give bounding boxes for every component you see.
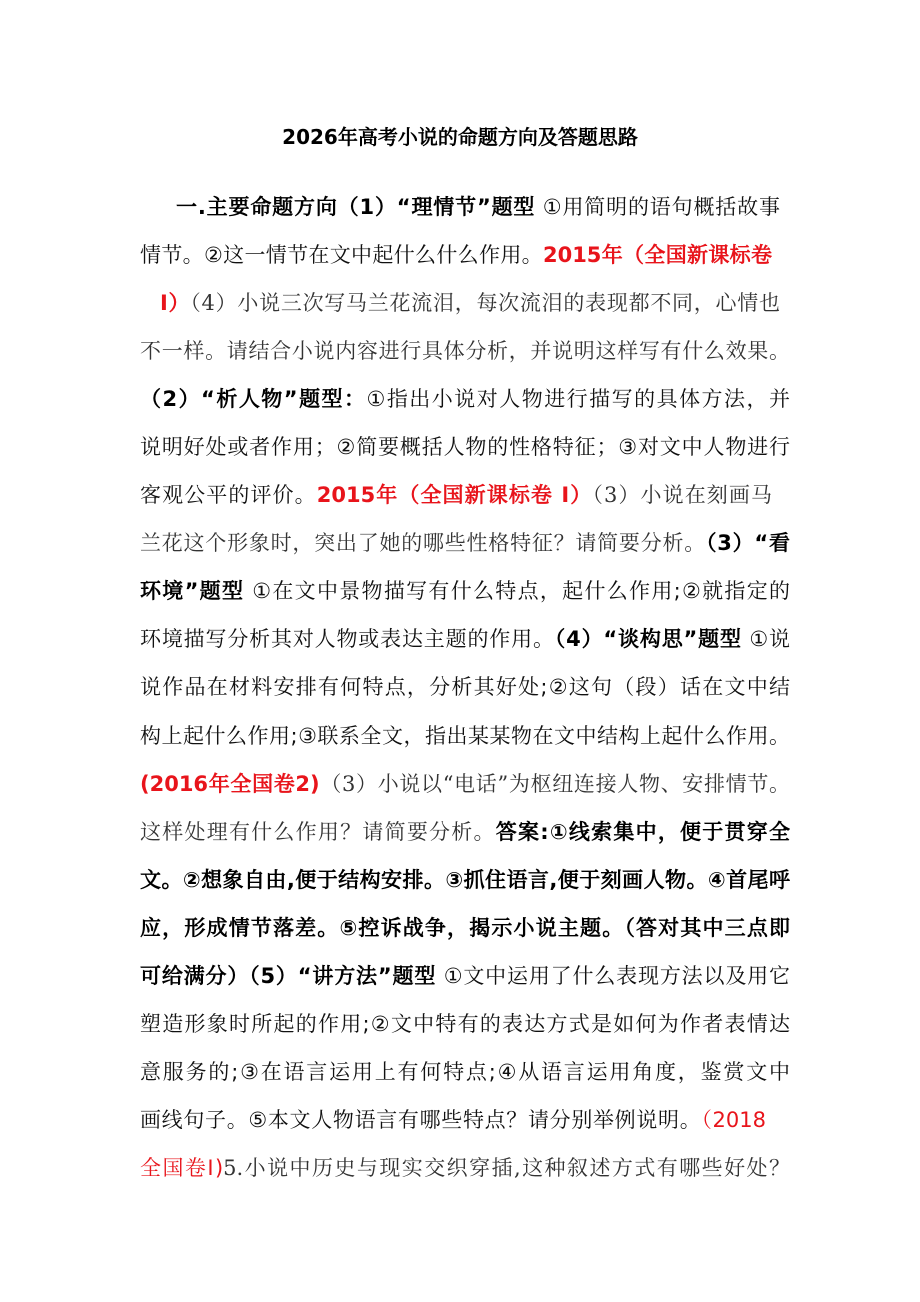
text-line (140, 1048, 790, 1096)
text-line (140, 615, 790, 663)
document-body (140, 183, 790, 1192)
text-line (140, 712, 790, 760)
text-line (140, 808, 790, 856)
question-type-heading: （4）“谈构思”题型 (554, 627, 742, 652)
body-text: ①文中运用了什么表现方法以及用它 (436, 963, 790, 988)
answer-text: 答案:①线索集中，便于贯穿全 (495, 819, 790, 844)
text-line (140, 567, 790, 615)
body-text: ①在文中景物描写有什么特点，起什么作用;②就指定的 (244, 579, 790, 604)
question-type-heading: 可给满分）（5）“讲方法”题型 (140, 963, 437, 988)
text-line (140, 1144, 790, 1192)
question-type-heading: （2）“析人物”题型： (140, 387, 367, 412)
body-text: 环境描写分析其对人物或表达主题的作用。 (140, 627, 555, 652)
body-text: 说作品在材料安排有何特点，分析其好处;②这句（段）话在文中结 (140, 675, 790, 700)
exam-question-text: 这样处理有什么作用？请简要分析。 (140, 819, 496, 844)
text-line (140, 1000, 790, 1048)
question-type-heading: 一.主要命题方向（1）“理情节”题型 (176, 195, 536, 219)
text-line (140, 856, 790, 904)
exam-source-label: 2015年（全国新课标卷 (542, 243, 772, 268)
exam-source-label: (2016年全国卷2) (140, 771, 320, 796)
answer-text: 文。②想象自由,便于结构安排。③抓住语言,便于刻画人物。④首尾呼 (140, 867, 790, 892)
body-text: 塑造形象时所起的作用;②文中特有的表达方式是如何为作者表情达 (140, 1011, 790, 1036)
text-line (140, 663, 790, 711)
body-text: 意服务的;③在语言运用上有何特点;④从语言运用角度，鉴赏文中 (140, 1059, 790, 1084)
exam-source-label: 2015年（全国新课标卷 Ⅰ） (316, 483, 593, 508)
exam-question-text: 5.小说中历史与现实交织穿插,这种叙述方式有哪些好处？ (223, 1155, 790, 1180)
text-line (140, 183, 790, 231)
body-text: 构上起什么作用;③联系全文，指出某某物在文中结构上起什么作用。 (140, 723, 790, 748)
exam-source-label: （2018 (701, 1107, 766, 1132)
text-line (140, 327, 790, 375)
exam-question-text: （3）小说在刻画马 (592, 483, 772, 508)
exam-source-label: 全国卷Ⅰ) (140, 1155, 224, 1180)
exam-question-text: 不一样。请结合小说内容进行具体分析，并说明这样写有什么效果。 (140, 339, 790, 364)
text-line (140, 231, 790, 279)
text-line (140, 760, 790, 808)
question-type-heading: 环境”题型 (140, 579, 245, 604)
text-line (140, 1096, 790, 1144)
text-line (140, 519, 790, 567)
exam-question-text: （4）小说三次写马兰花流泪，每次流泪的表现都不同，心情也 (190, 291, 780, 316)
body-text: ①用简明的语句概括故事 (535, 195, 780, 219)
exam-question-text: 兰花这个形象时，突出了她的哪些性格特征？请简要分析。 (140, 531, 706, 556)
body-text: 客观公平的评价。 (140, 483, 317, 508)
text-line (140, 375, 790, 423)
text-line (140, 279, 790, 327)
question-type-heading: （3）“看 (706, 531, 790, 556)
exam-source-label: Ⅰ） (160, 291, 191, 316)
answer-text: 应，形成情节落差。⑤控诉战争，揭示小说主题。（答对其中三点即 (140, 915, 790, 940)
body-text: ①说 (741, 627, 790, 652)
body-text: 说明好处或者作用；②简要概括人物的性格特征；③对文中人物进行 (140, 435, 790, 460)
body-text: 情节。②这一情节在文中起什么什么作用。 (140, 243, 543, 268)
text-line (140, 952, 790, 1000)
exam-question-text: （3）小说以“电话”为枢纽连接人物、安排情节。 (319, 771, 790, 796)
body-text: 画线句子。⑤本文人物语言有哪些特点？请分别举例说明。 (140, 1107, 702, 1132)
document-title: 2026年高考小说的命题方向及答题思路 (282, 125, 638, 149)
text-line (140, 471, 790, 519)
body-text: ①指出小说对人物进行描写的具体方法，并 (366, 387, 791, 412)
text-line (140, 423, 790, 471)
text-line (140, 904, 790, 952)
